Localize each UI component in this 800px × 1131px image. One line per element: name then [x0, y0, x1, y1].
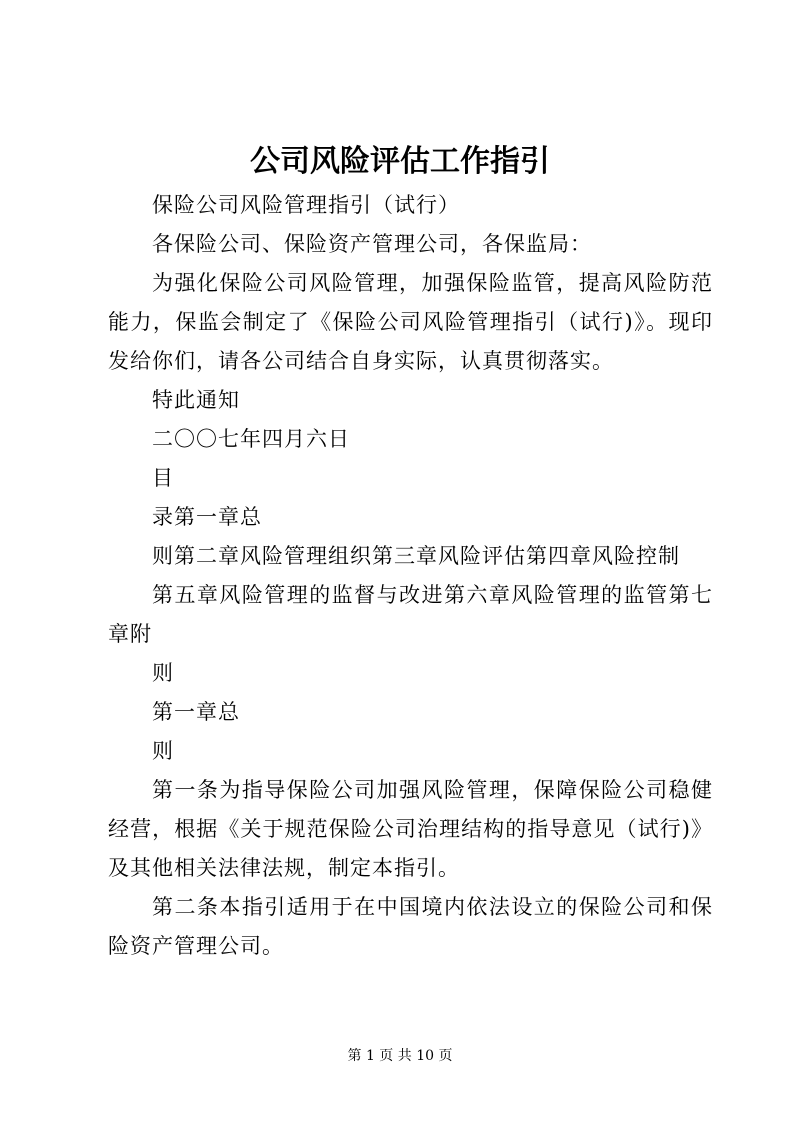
paragraph-toc-heading: 目 — [152, 466, 174, 490]
paragraph-chapter-heading: 第一章总 — [152, 700, 240, 724]
paragraph-notice-body: 为强化保险公司风险管理，加强保险监管，提高风险防范能力，保监会制定了《保险公司风险管理指引（试行)》。现印发给你们，请各公司结合自身实际，认真贯彻落实。 — [108, 271, 713, 373]
document-body — [108, 186, 713, 966]
paragraph-notice-closing: 特此通知 — [152, 388, 240, 412]
paragraph-chapter-heading-cont: 则 — [152, 739, 174, 763]
page-footer: 第 1 页 共 10 页 — [347, 1048, 453, 1064]
paragraph-toc-line-3: 第五章风险管理的监督与改进第六章风险管理的监管第七章附 — [108, 583, 713, 646]
paragraph-article-1: 第一条为指导保险公司加强风险管理，保障保险公司稳健经营，根据《关于规范保险公司治理结构的指导意见（试行)》及其他相关法律法规，制定本指引。 — [108, 778, 713, 880]
paragraph-toc-line-1: 录第一章总 — [152, 505, 262, 529]
paragraph-addressees: 各保险公司、保险资产管理公司，各保监局： — [152, 232, 592, 256]
paragraph-date: 二〇〇七年四月六日 — [152, 427, 350, 451]
paragraph-subtitle: 保险公司风险管理指引（试行） — [152, 193, 460, 217]
paragraph-toc-line-2: 则第二章风险管理组织第三章风险评估第四章风险控制 — [152, 544, 680, 568]
paragraph-article-2: 第二条本指引适用于在中国境内依法设立的保险公司和保险资产管理公司。 — [108, 895, 713, 958]
paragraph-toc-line-4: 则 — [152, 661, 174, 685]
document-title: 公司风险评估工作指引 — [250, 144, 550, 179]
